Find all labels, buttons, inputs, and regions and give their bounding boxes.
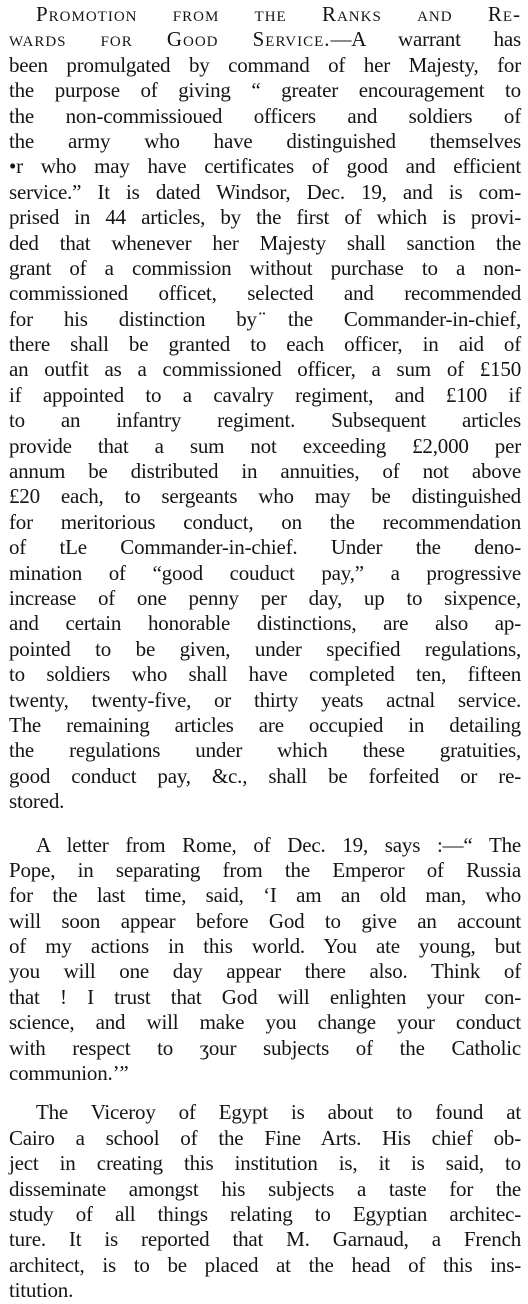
- paragraph-gap: [9, 815, 521, 833]
- article-line: [9, 27, 521, 52]
- article-line: study of all things relating to Egyptian architec-: [9, 1201, 521, 1226]
- article-heading: wards for Good Service.: [9, 27, 331, 52]
- article-line: The Viceroy of Egypt is about to found at: [36, 1100, 521, 1125]
- article-text: —A warrant has: [330, 27, 521, 52]
- article-line: the non-commissioued officers and soldiers of: [9, 103, 521, 128]
- article-line: ject in creating this institution is, it is said, to: [9, 1151, 521, 1176]
- article-line: ture. It is reported that M. Garnaud, a French: [9, 1227, 521, 1252]
- article-line: The remaining articles are occupied in detailing: [9, 712, 521, 737]
- article-line: an outfit as a commissioned officer, a sum of £150: [9, 357, 521, 382]
- article-line: A letter from Rome, of Dec. 19, says :—“ The: [36, 832, 521, 857]
- article-promotion-from-ranks: [9, 2, 521, 815]
- article-line: and certain honorable distinctions, are also ap-: [9, 611, 521, 636]
- article-line: communion.’”: [9, 1061, 129, 1086]
- article-line: [9, 2, 521, 27]
- article-line: annum be distributed in annuities, of not above: [9, 459, 521, 484]
- article-line: that ! I trust that God will enlighten your con-: [9, 984, 521, 1009]
- article-line: for his distinction by ̈the Commander-in-chief,: [9, 306, 521, 331]
- article-line: science, and will make you change your conduct: [9, 1010, 521, 1035]
- article-line: architect, is to be placed at the head of this ins-: [9, 1252, 521, 1277]
- article-line: pointed to be given, under specified regulations,: [9, 636, 521, 661]
- article-line: £20 each, to sergeants who may be distinguished: [9, 484, 521, 509]
- article-line: the regulations under which these gratuities,: [9, 738, 521, 763]
- article-line: prised in 44 articles, by the first of which is provi-: [9, 205, 521, 230]
- article-line: the purpose of giving “ greater encouragement to: [9, 78, 521, 103]
- article-line: commissioned officet, selected and recommended: [9, 281, 521, 306]
- article-line: been promulgated by command of her Majesty, for: [9, 52, 521, 77]
- article-line: disseminate amongst his subjects a taste for the: [9, 1176, 521, 1201]
- article-line: to an infantry regiment. Subsequent articles: [9, 408, 521, 433]
- article-line: service.” It is dated Windsor, Dec. 19, and is com-: [9, 179, 521, 204]
- article-line: stored.: [9, 789, 65, 814]
- article-line: twenty, twenty-five, or thirty yeats actnal service.: [9, 687, 521, 712]
- article-line: good conduct pay, &c., shall be forfeited or re-: [9, 763, 521, 788]
- article-line: for meritorious conduct, on the recommendation: [9, 509, 521, 534]
- article-line: for the last time, said, ‘I am an old man, who: [9, 883, 521, 908]
- article-viceroy-of-egypt: [9, 1100, 521, 1303]
- article-line: if appointed to a cavalry regiment, and £100 if: [9, 382, 521, 407]
- article-line: increase of one penny per day, up to sixpence,: [9, 585, 521, 610]
- article-letter-from-rome: [9, 833, 521, 1087]
- article-line: you will one day appear there also. Think of: [9, 959, 521, 984]
- article-line: Cairo a school of the Fine Arts. His chief ob-: [9, 1125, 521, 1150]
- article-line: with respect to ʒour subjects of the Catholic: [9, 1035, 521, 1060]
- newspaper-column: [9, 2, 521, 1304]
- article-line: ded that whenever her Majesty shall sanction the: [9, 230, 521, 255]
- article-line: provide that a sum not exceeding £2,000 per: [9, 433, 521, 458]
- article-line: mination of “good couduct pay,” a progressive: [9, 560, 521, 585]
- article-line: •r who may have certificates of good and efficient: [9, 154, 521, 179]
- article-line: grant of a commission without purchase to a non-: [9, 255, 521, 280]
- article-line: will soon appear before God to give an account: [9, 908, 521, 933]
- article-heading: Promotion from the Ranks and Re-: [36, 2, 521, 26]
- article-line: of tLe Commander-in-chief. Under the deno-: [9, 535, 521, 560]
- article-line: the army who have distinguished themselves: [9, 128, 521, 153]
- article-line: of my actions in this world. You ate young, but: [9, 934, 521, 959]
- article-line: there shall be granted to each officer, in aid of: [9, 332, 521, 357]
- article-line: Pope, in separating from the Emperor of Russia: [9, 857, 521, 882]
- article-line: titution.: [9, 1278, 74, 1303]
- article-line: to soldiers who shall have completed ten, fifteen: [9, 662, 521, 687]
- paragraph-gap: [9, 1086, 521, 1100]
